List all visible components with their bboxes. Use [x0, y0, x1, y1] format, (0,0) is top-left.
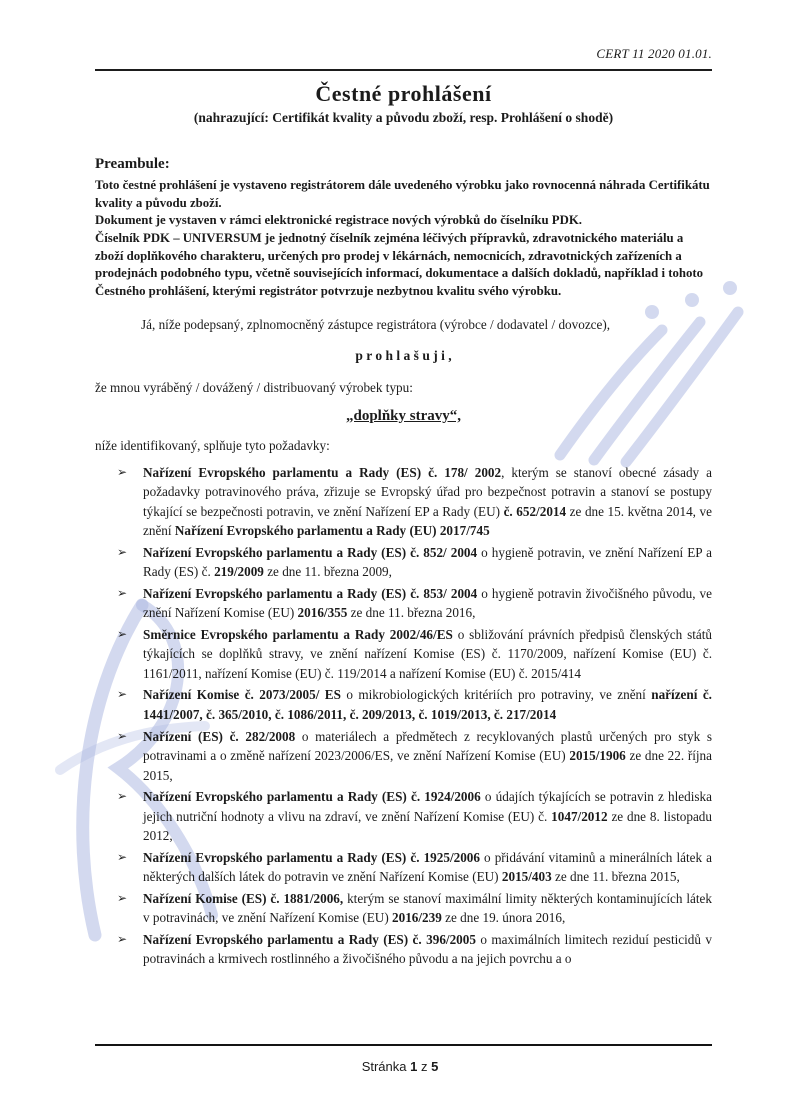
arrow-bullet-icon: ➢: [117, 849, 128, 864]
requirement-text: Směrnice Evropského parlamentu a Rady 2002/46/ES o sbližování právních předpisů členských států týkajících se doplňků stravy, ve znění nařízení Komise (ES) č. 1170/2009, nařízení Komise (EU) č. 1161/2011, nařízení Komise (EU) č. 119/2014 a nařízení Komise (EU) č. 2015/414: [143, 626, 712, 681]
requirement-text: Nařízení Evropského parlamentu a Rady (ES) č. 178/ 2002, kterým se stanoví obecné zásady a požadavky potravinového práva, zřizuje se Evropský úřad pro bezpečnost potravin a stanoví se postupy týkající se bezpečnosti potravin, ve znění Nařízení EP a Rady (EU) č. 652/2014 ze dne 15. května 2014, ve znění Nařízení Evropského parlamentu a Rady (EU) 2017/745: [143, 464, 713, 539]
requirement-item: [117, 848, 712, 887]
declaration-word: p r o h l a š u j i ,: [355, 347, 452, 363]
preamble-text: [95, 177, 712, 301]
requirement-text: Nařízení Komise (ES) č. 1881/2006, kterým se stanoví maximální limity některých kontaminujících látek v potravinách, ve znění Nařízení Komise (EU) 2016/239 ze dne 19. února 2016,: [143, 890, 712, 926]
document-reference: CERT 11 2020 01.01.: [596, 46, 712, 61]
page-title: Čestné prohlášení: [315, 81, 492, 106]
requirement-item: [117, 787, 712, 846]
header-divider: [95, 69, 712, 71]
requirement-text: Nařízení Evropského parlamentu a Rady (ES) č. 396/2005 o maximálních limitech reziduí pesticidů v potravinách a krmivech rostlinného a živočišného původu a na jejich povrchu a o: [143, 931, 712, 967]
arrow-bullet-icon: ➢: [117, 789, 128, 804]
requirement-text: Nařízení Evropského parlamentu a Rady (ES) č. 853/ 2004 o hygieně potravin živočišného původu, ve znění Nařízení Komise (EU) 2016/355 ze dne 11. března 2016,: [143, 585, 712, 621]
arrow-bullet-icon: ➢: [117, 585, 128, 600]
requirement-text: Nařízení (ES) č. 282/2008 o materiálech a předmětech z recyklovaných plastů určených pro styk s potravinami a o změně nařízení 2023/2006/ES, ve znění Nařízení Komise (EU) 2015/1906 ze dne 22. října 2015,: [143, 728, 712, 783]
requirements-intro: níže identifikovaný, splňuje tyto požadavky:: [95, 437, 330, 453]
page-number: Stránka 1 z 5: [361, 1059, 439, 1074]
preamble-paragraph: Číselník PDK – UNIVERSUM je jednotný číselník zejména léčivých přípravků, zdravotnického materiálu a zboží doplňkového charakteru, určených pro prodej v lékárnách, nemocnicích, zdravotnických zařízeních a prodejnách podobného typu, včetně souvisejících informací, dokumentace a dalších dokladů, například i tohoto Čestného prohlášení, kterými registrátor potvrzuje nezbytnou kvalitu svého výrobku.: [95, 230, 704, 298]
requirement-text: Nařízení Evropského parlamentu a Rady (ES) č. 1924/2006 o údajích týkajících se potravin z hlediska jejich nutriční hodnoty a vlivu na zdraví, ve znění Nařízení Komise (EU) č. 1047/2012 ze dne 8. listopadu 2012,: [143, 789, 712, 844]
declarant-intro: Já, níže podepsaný, zplnomocněný zástupce registrátora (výrobce / dodavatel / dovozce),: [141, 316, 611, 332]
arrow-bullet-icon: ➢: [117, 544, 128, 559]
footer-divider: [95, 1044, 712, 1046]
requirement-item: [117, 584, 712, 623]
requirement-item: [117, 543, 712, 582]
requirement-item: [117, 889, 712, 928]
arrow-bullet-icon: ➢: [117, 931, 128, 946]
preamble-heading: Preambule:: [95, 156, 170, 172]
arrow-bullet-icon: ➢: [117, 687, 128, 702]
requirement-item: [117, 463, 712, 541]
requirement-item: [117, 930, 712, 969]
arrow-bullet-icon: ➢: [117, 890, 128, 905]
requirement-item: [117, 625, 712, 684]
document-content: [95, 0, 712, 969]
arrow-bullet-icon: ➢: [117, 464, 128, 479]
preamble-paragraph: Dokument je vystaven v rámci elektronické registrace nových výrobků do číselníku PDK.: [95, 213, 582, 228]
arrow-bullet-icon: ➢: [117, 728, 128, 743]
requirement-item: [117, 685, 712, 724]
requirement-item: [117, 727, 712, 786]
requirements-list: [95, 463, 712, 969]
product-type: „doplňky stravy“,: [345, 407, 462, 424]
requirement-text: Nařízení Evropského parlamentu a Rady (ES) č. 852/ 2004 o hygieně potravin, ve znění Nařízení EP a Rady (ES) č. 219/2009 ze dne 11. března 2009,: [143, 544, 712, 580]
requirement-text: Nařízení Evropského parlamentu a Rady (ES) č. 1925/2006 o přidávání vitaminů a minerálních látek a některých dalších látek do potravin ve znění Nařízení Komise (EU) 2015/403 ze dne 11. března 2015,: [143, 849, 712, 885]
product-intro: že mnou vyráběný / dovážený / distribuovaný výrobek typu:: [95, 379, 413, 395]
preamble-paragraph: Toto čestné prohlášení je vystaveno registrátorem dále uvedeného výrobku jako rovnocenná náhrada Certifikátu kvality a původu zboží.: [95, 178, 710, 210]
page-subtitle: (nahrazující: Certifikát kvality a původu zboží, resp. Prohlášení o shodě): [193, 110, 614, 125]
requirement-text: Nařízení Komise č. 2073/2005/ ES o mikrobiologických kritériích pro potraviny, ve znění nařízení č. 1441/2007, č. 365/2010, č. 1086/2011, č. 209/2013, č. 1019/2013, č. 217/2014: [143, 687, 712, 722]
arrow-bullet-icon: ➢: [117, 626, 128, 641]
